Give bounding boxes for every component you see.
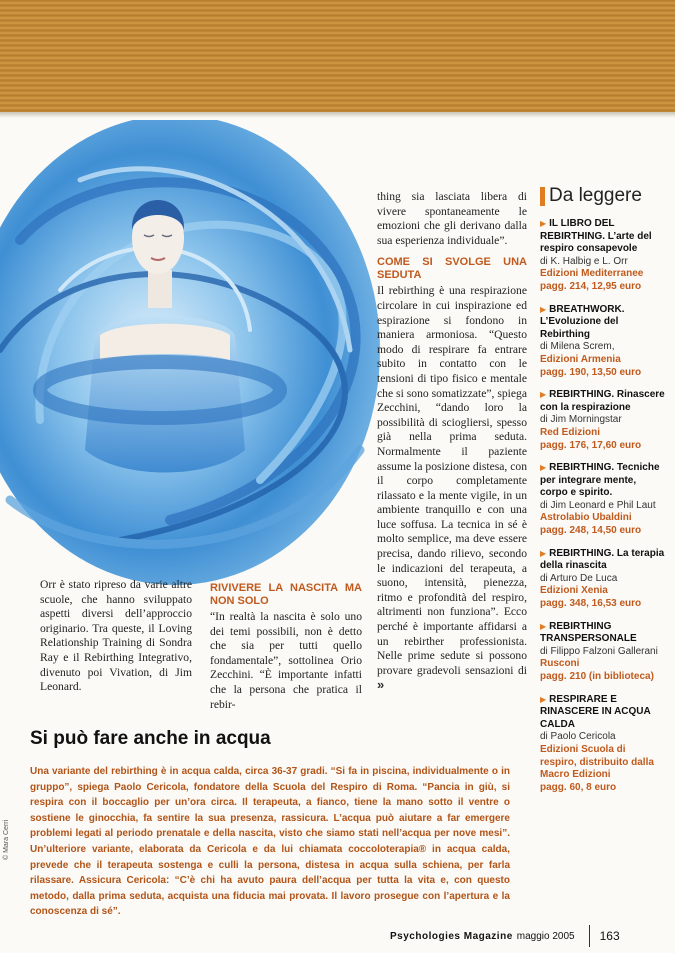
book-price: pagg. 248, 14,50 euro bbox=[540, 525, 642, 537]
book-author: di Jim Morningstar bbox=[540, 414, 622, 426]
column-3-text: Il rebirthing è una respirazione circolare in cui inspirazione ed espirazione si fondono in maniera armoniosa. “Questo modo di respirare fa entrare subito in contatto con le tensioni di tipo fisico e mentale che si sono somatizzate”, spiega Zecchini, “dando loro la possibilità di sciogliersi, spesso già nella prima seduta. Normalmente il paziente assume la posizione distesa, con il corpo completamente rilassato e la mente vigile, in un ambiente tranquillo e con una luce soffusa. La tecnica in sé è molto semplice, ma deve essere precisa, dando rilievo, secondo le indicazioni del terapeuta, a suono, intensità, pienezza, ritmo e profondità del respiro, altrimenti non funziona”. Ecco perché è importante affidarsi a un rebirther professionista. Nelle prime sedute si possono provare gradevoli sensazioni di bbox=[377, 284, 527, 677]
triangle-bullet-icon: ▶ bbox=[540, 390, 547, 400]
book-price: pagg. 60, 8 euro bbox=[540, 781, 617, 793]
column-2-subtitle: RIVIVERE LA NASCITA MA NON SOLO bbox=[210, 582, 362, 607]
book-item bbox=[540, 548, 665, 611]
triangle-bullet-icon: ▶ bbox=[540, 304, 547, 314]
book-title: RESPIRARE E RINASCERE IN ACQUA CALDA bbox=[540, 693, 651, 730]
book-item bbox=[540, 462, 665, 538]
book-title: BREATHWORK. L’Evoluzione del Rebirthing bbox=[540, 303, 625, 340]
column-2 bbox=[210, 578, 362, 712]
column-2-text: “In realtà la nascita è solo uno dei temi possibili, non è detto che sia per tutti quello fondamentale”, sottolinea Orio Zecchini. “È importante infatti che la persona che pratica il rebir- bbox=[210, 610, 362, 711]
box-title: Si può fare anche in acqua bbox=[30, 728, 271, 749]
book-publisher: Rusconi bbox=[540, 658, 580, 670]
column-3-subtitle: COME SI SVOLGE UNA SEDUTA bbox=[377, 256, 527, 282]
book-author: di K. Halbig e L. Orr bbox=[540, 255, 628, 267]
book-item bbox=[540, 218, 665, 294]
book-item bbox=[540, 304, 665, 380]
book-price: pagg. 214, 12,95 euro bbox=[540, 280, 642, 292]
magazine-name: Psychologies Magazine bbox=[390, 930, 513, 942]
triangle-bullet-icon: ▶ bbox=[540, 219, 547, 228]
sidebar-accent-bar bbox=[540, 187, 545, 206]
book-title: REBIRTHING. Rinascere con la respirazione bbox=[540, 389, 665, 413]
book-title: REBIRTHING. Tecniche per integrare mente, corpo e spirito. bbox=[540, 462, 660, 499]
book-item bbox=[540, 621, 665, 684]
column-1-text: Orr è stato ripreso da varie altre scuole, che hanno sviluppato aspetti diversi dell’approccio originario. Tra queste, il Loving Relationship Training di Sondra Ray e il Rebirthing Integrativo, divenuto poi Vivation, di Jim Leonard. bbox=[40, 578, 192, 694]
illustration-credit: © Mara Cerri bbox=[3, 819, 10, 860]
book-title: REBIRTHING. La terapia della rinascita bbox=[540, 547, 665, 572]
book-publisher: Edizioni Armenia bbox=[540, 353, 621, 365]
footer-divider bbox=[589, 925, 590, 947]
book-price: pagg. 210 (in biblioteca) bbox=[540, 671, 654, 682]
book-publisher: Edizioni Mediterranee bbox=[540, 268, 644, 280]
book-item bbox=[540, 694, 665, 795]
book-author: di Paolo Cericola bbox=[540, 731, 616, 743]
book-author: di Milena Screm, bbox=[540, 341, 615, 353]
book-item bbox=[540, 389, 665, 452]
book-title: IL LIBRO DEL REBIRTHING. L’arte del respiro consapevole bbox=[540, 218, 652, 255]
triangle-bullet-icon: ▶ bbox=[540, 548, 547, 558]
continue-arrow-icon: » bbox=[377, 677, 385, 693]
sidebar-title bbox=[540, 184, 665, 208]
book-author: di Filippo Falzoni Gallerani bbox=[540, 645, 658, 657]
issue-date: maggio 2005 bbox=[516, 930, 575, 942]
book-publisher: Edizioni Xenia bbox=[540, 585, 608, 597]
book-price: pagg. 176, 17,60 euro bbox=[540, 439, 642, 451]
page-footer bbox=[390, 925, 660, 947]
book-publisher: Red Edizioni bbox=[540, 426, 600, 438]
band-shadow bbox=[0, 112, 675, 118]
box-text: Una variante del rebirthing è in acqua calda, circa 36-37 gradi. “Si fa in piscina, individualmente o in gruppo”, spiega Paolo Cericola, fondatore della Scuola del Respiro di Roma. “Pancia in giù, si respira con il boccaglio per un’ora circa. Il terapeuta, a fianco, tiene la mano sotto il ventre o sostiene le ginocchia, fa sentire la sua presenza, rassicura. L’acqua può aiutare a far emergere problemi legati al periodo prenatale e della nascita, visto che siamo stati nell’acqua per nove mesi”. Un’ulteriore variante, elaborata da Cericola e da lui chiamata coccoloterapia® in acqua calda, prevede che il terapeuta sostenga e culli la persona, distesa in acqua sulla schiena, per farla rilassare. Assicura Cericola: “C’è chi ha avuto paura dell’acqua per tutta la vita e, con questo metodo, dalla prima seduta, acquista una fiducia mai provata. Il lavoro prosegue con l’apertura e la conoscenza di sé”. bbox=[30, 766, 510, 918]
column-3 bbox=[377, 190, 527, 694]
book-price: pagg. 348, 16,53 euro bbox=[540, 598, 642, 610]
book-author: di Arturo De Luca bbox=[540, 572, 618, 584]
sidebar-title-text: Da leggere bbox=[549, 185, 642, 206]
triangle-bullet-icon: ▶ bbox=[540, 694, 547, 704]
column-1 bbox=[40, 578, 192, 695]
illustration-woman-blue-hair bbox=[0, 120, 385, 590]
triangle-bullet-icon: ▶ bbox=[540, 463, 547, 473]
book-publisher: Edizioni Scuola di respiro, distribuito dalla Macro Edizioni bbox=[540, 743, 654, 781]
book-list bbox=[540, 218, 665, 794]
reading-list-sidebar bbox=[540, 184, 665, 794]
top-decorative-band bbox=[0, 0, 675, 112]
triangle-bullet-icon: ▶ bbox=[540, 621, 547, 631]
book-price: pagg. 190, 13,50 euro bbox=[540, 366, 642, 378]
book-title: REBIRTHING TRANSPERSONALE bbox=[540, 620, 637, 645]
column-3-intro: thing sia lasciata libera di vivere spontaneamente le emozioni che gli derivano dalla sua esperienza individuale”. bbox=[377, 190, 527, 247]
water-variant-box bbox=[30, 728, 510, 920]
book-publisher: Astrolabio Ubaldini bbox=[540, 512, 632, 524]
book-author: di Jim Leonard e Phil Laut bbox=[540, 499, 656, 511]
page-number: 163 bbox=[599, 929, 620, 943]
